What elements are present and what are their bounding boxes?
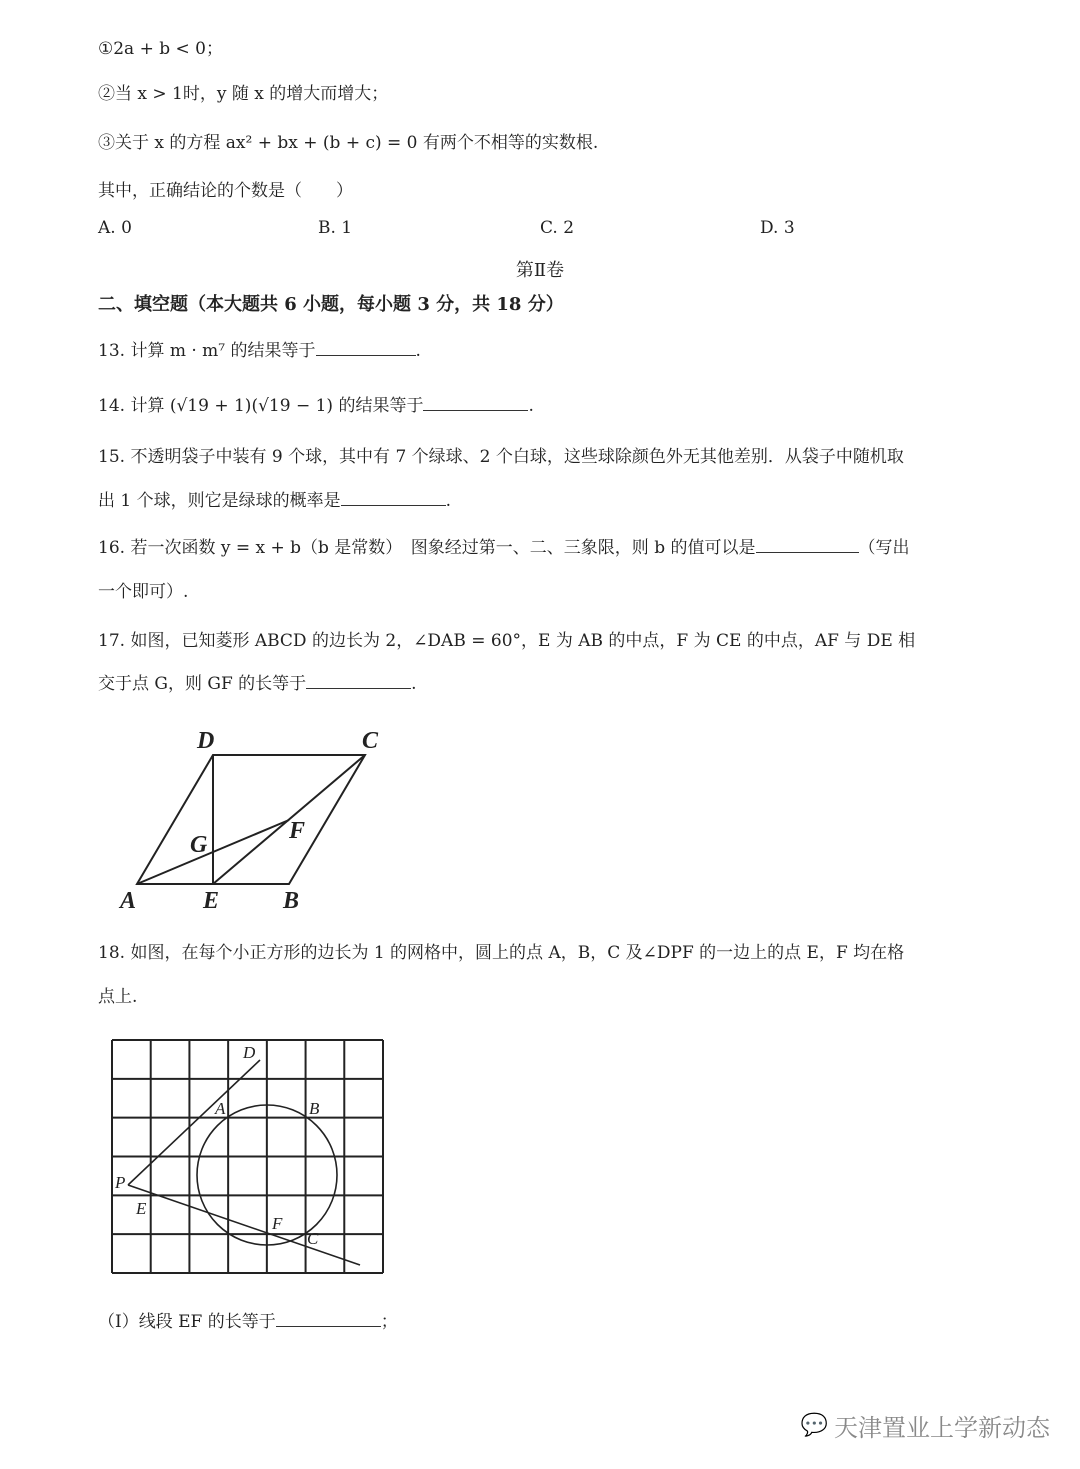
grid-figure bbox=[112, 1040, 383, 1273]
grid-lines bbox=[112, 1040, 383, 1273]
label-e: E bbox=[203, 888, 220, 914]
question-15-line1: 15. 不透明袋子中装有 9 个球，其中有 7 个绿球、2 个白球，这些球除颜色外无其他差别．从袋子中随机取 bbox=[98, 447, 904, 467]
question-prompt: 其中，正确结论的个数是（ ） bbox=[98, 181, 353, 201]
option-d: D. 3 bbox=[760, 218, 795, 238]
option-b: B. 1 bbox=[318, 218, 353, 238]
label-d: D bbox=[197, 728, 215, 754]
question-16-line1: 16. 若一次函数 y = x + b（b 是常数） 图象经过第一、二、三象限，则 b 的值可以是 （写出 bbox=[98, 538, 910, 558]
question-16-line2: 一个即可）. bbox=[98, 582, 189, 602]
question-17-line2: 交于点 G，则 GF 的长等于 . bbox=[98, 674, 417, 694]
label-d: D bbox=[243, 1043, 256, 1062]
option-c: C. 2 bbox=[540, 218, 575, 238]
label-b: B bbox=[309, 1099, 320, 1118]
section-heading: 二、填空题（本大题共 6 小题，每小题 3 分，共 18 分） bbox=[98, 294, 564, 315]
grid-labels bbox=[114, 1043, 320, 1248]
statement-1: ①2a + b < 0； bbox=[98, 39, 223, 59]
label-c: C bbox=[307, 1229, 319, 1248]
question-18-line1: 18. 如图，在每个小正方形的边长为 1 的网格中，圆上的点 A，B，C 及∠DPF 的一边上的点 E，F 均在格 bbox=[98, 943, 905, 963]
rhombus-figure bbox=[137, 755, 365, 884]
label-e: E bbox=[136, 1199, 147, 1218]
label-f: F bbox=[272, 1214, 283, 1233]
question-18-line2: 点上. bbox=[98, 987, 138, 1007]
label-b: B bbox=[283, 888, 300, 914]
label-a: A bbox=[215, 1099, 226, 1118]
question-15-line2: 出 1 个球，则它是绿球的概率是 . bbox=[98, 491, 452, 511]
wechat-icon: 💬 bbox=[800, 1413, 828, 1438]
statement-2: ②当 x > 1时，y 随 x 的增大而增大； bbox=[98, 84, 389, 104]
option-a: A. 0 bbox=[98, 218, 132, 238]
statement-3: ③关于 x 的方程 ax² + bx + (b + c) = 0 有两个不相等的实数根. bbox=[98, 133, 599, 153]
answer-blank[interactable] bbox=[276, 1310, 381, 1327]
label-c: C bbox=[362, 728, 379, 754]
label-p: P bbox=[115, 1173, 126, 1192]
volume-title: 第Ⅱ卷 bbox=[515, 260, 565, 281]
label-f: F bbox=[289, 818, 306, 844]
question-17-line1: 17. 如图，已知菱形 ABCD 的边长为 2，∠DAB = 60°，E 为 AB 的中点，F 为 CE 的中点，AF 与 DE 相 bbox=[98, 631, 916, 651]
question-13: 13. 计算 m · m⁷ 的结果等于 . bbox=[98, 341, 421, 361]
ray-pf bbox=[128, 1185, 360, 1265]
question-18-part1: （Ⅰ）线段 EF 的长等于 ； bbox=[98, 1312, 398, 1332]
question-14: 14. 计算 (√19 + 1)(√19 − 1) 的结果等于 . bbox=[98, 396, 534, 416]
rhombus-abcd bbox=[137, 755, 365, 884]
label-a: A bbox=[120, 888, 137, 914]
label-g: G bbox=[190, 832, 208, 858]
watermark: 💬 天津置业上学新动态 bbox=[800, 1413, 1050, 1442]
